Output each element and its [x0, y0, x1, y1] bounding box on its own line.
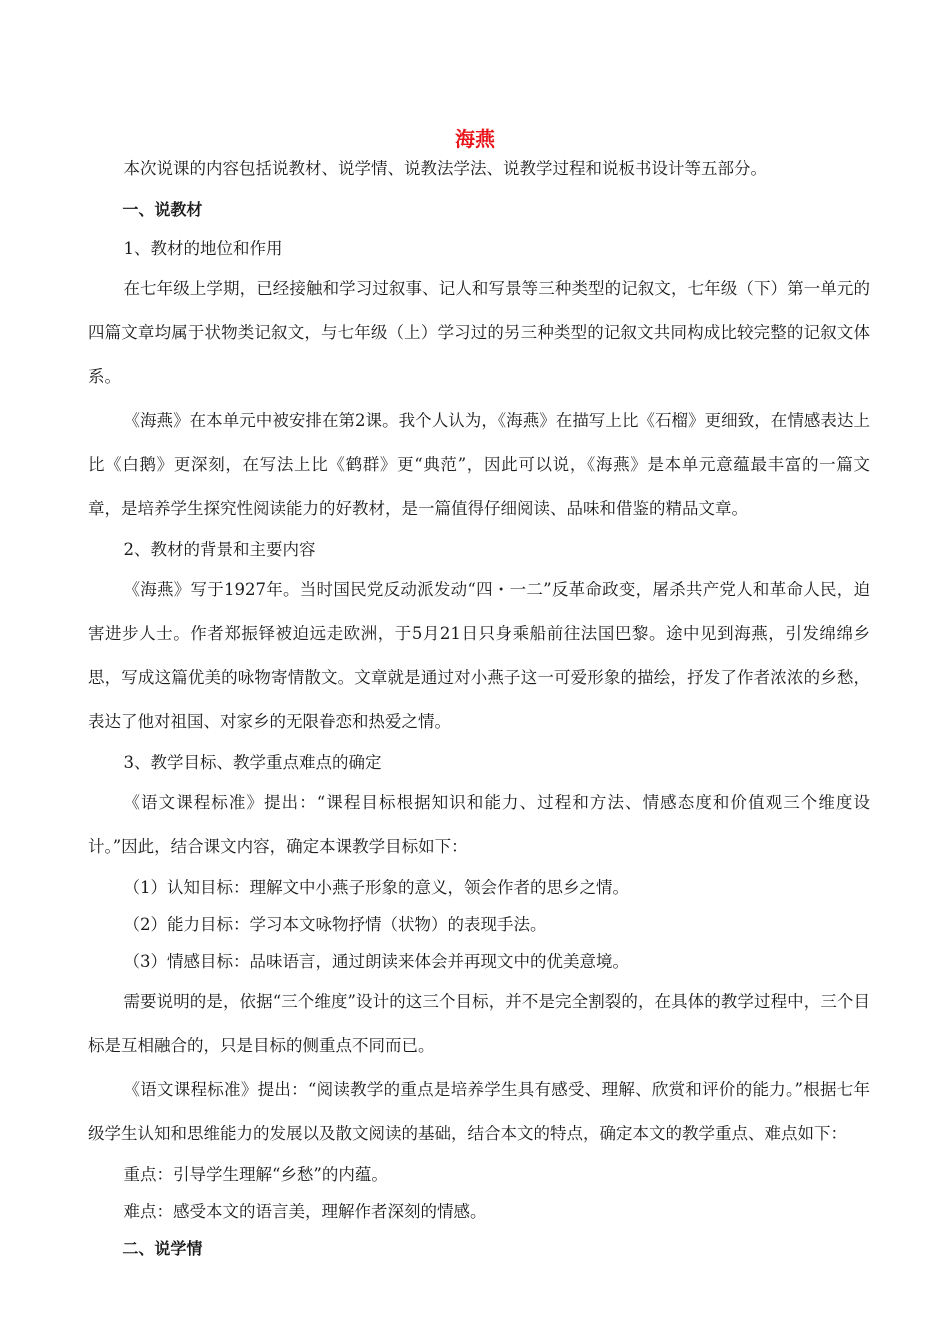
paragraph-dimensions: 需要说明的是，依据“三个维度”设计的这三个目标，并不是完全割裂的，在具体的教学过程中，三个目标是互相融合的，只是目标的侧重点不同而已。	[88, 992, 870, 1055]
document-body	[88, 150, 870, 1267]
section-heading-2: 二、说学情	[122, 1239, 203, 1258]
subheading-3: 3、教学目标、教学重点难点的确定	[123, 753, 382, 772]
difficult-point: 难点：感受本文的语言美，理解作者深刻的情感。	[123, 1202, 487, 1221]
subheading-2: 2、教材的背景和主要内容	[123, 540, 316, 559]
key-point: 重点：引导学生理解“乡愁”的内蕴。	[123, 1165, 388, 1184]
paragraph-reading-focus: 《语文课程标准》提出：“阅读教学的重点是培养学生具有感受、理解、欣赏和评价的能力。”根据七年级学生认知和思维能力的发展以及散文阅读的基础，结合本文的特点，确定本文的教学重点、难点如下：	[88, 1080, 870, 1143]
subheading-1: 1、教材的地位和作用	[123, 239, 283, 258]
section-heading-1: 一、说教材	[122, 200, 203, 219]
goal-emotion: （3）情感目标：品味语言，通过朗读来体会并再现文中的优美意境。	[123, 952, 629, 971]
paragraph-position: 在七年级上学期，已经接触和学习过叙事、记人和写景等三种类型的记叙文，七年级（下）第一单元的四篇文章均属于状物类记叙文，与七年级（上）学习过的另三种类型的记叙文共同构成比较完整的记叙文体系。	[88, 279, 870, 386]
goal-cognitive: （1）认知目标：理解文中小燕子形象的意义，领会作者的思乡之情。	[123, 878, 629, 897]
paragraph-background: 《海燕》写于1927年。当时国民党反动派发动“四・一二”反革命政变，屠杀共产党人和革命人民，迫害进步人士。作者郑振铎被迫远走欧洲，于5月21日只身乘船前往法国巴黎。途中见到海燕，引发绵绵乡思，写成这篇优美的咏物寄情散文。文章就是通过对小燕子这一可爱形象的描绘，抒发了作者浓浓的乡愁，表达了他对祖国、对家乡的无限眷恋和热爱之情。	[88, 580, 870, 731]
intro-paragraph: 本次说课的内容包括说教材、说学情、说教法学法、说教学过程和说板书设计等五部分。	[123, 159, 767, 178]
paragraph-lesson-role: 《海燕》在本单元中被安排在第2课。我个人认为，《海燕》在描写上比《石榴》更细致，在情感表达上比《白鹅》更深刻，在写法上比《鹤群》更“典范”，因此可以说，《海燕》是本单元意蕴最丰富的一篇文章，是培养学生探究性阅读能力的好教材，是一篇值得仔细阅读、品味和借鉴的精品文章。	[88, 411, 870, 518]
document-title: 海燕	[455, 127, 495, 151]
goal-ability: （2）能力目标：学习本文咏物抒情（状物）的表现手法。	[123, 915, 547, 934]
paragraph-standard-quote: 《语文课程标准》提出：“课程目标根据知识和能力、过程和方法、情感态度和价值观三个维度设计。”因此，结合课文内容，确定本课教学目标如下：	[88, 793, 870, 856]
